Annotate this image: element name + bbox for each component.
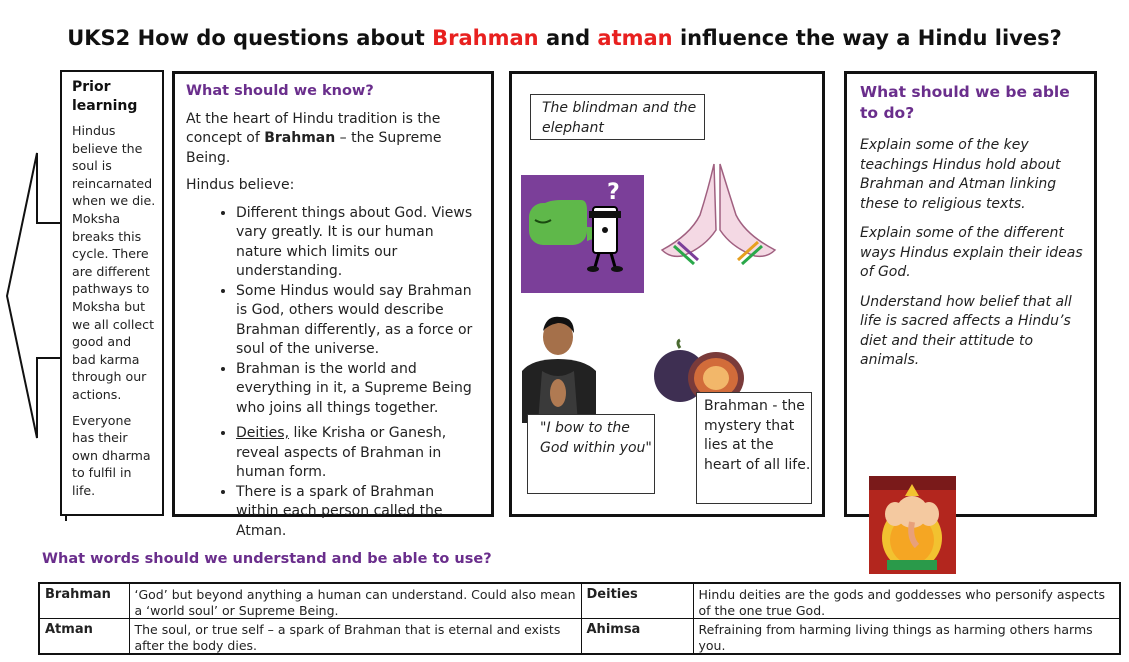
svg-text:?: ? (607, 180, 620, 205)
vocab-term: Ahimsa (581, 619, 693, 655)
know-believe: Hindus believe: (186, 177, 295, 193)
vocab-definition: ‘God’ but beyond anything a human can understand. Could also mean a ‘world soul’ or Supreme Being. (129, 583, 581, 619)
vocab-term: Deities (581, 583, 693, 619)
bow-caption: "I bow to the God within you" (527, 414, 655, 494)
vocabulary-table (38, 582, 1121, 655)
list-item: • There is a spark of Brahman within each person called the Atman. (236, 483, 481, 542)
vocab-definition: The soul, or true self – a spark of Brahman that is eternal and exists after the body dies. (129, 619, 581, 655)
list-item: • Some Hindus would say Brahman is God, others would describe Brahman differently, as a force or soul of the universe. (236, 282, 481, 360)
vocabulary-heading: What words should we understand and be able to use? (42, 551, 492, 567)
list-item: • Deities, like Krisha or Ganesh, reveal aspects of Brahman in human form. (236, 424, 481, 483)
list-item: • Different things about God. Views vary greatly. It is our human nature which limits our understanding. (236, 204, 481, 282)
vocab-term: Atman (39, 619, 129, 655)
table-row (39, 619, 1120, 655)
vocab-definition: Hindu deities are the gods and goddesses who personify aspects of the one true God. (693, 583, 1120, 619)
know-list (186, 204, 481, 542)
praying-hands-image (652, 160, 785, 278)
ganesh-image (869, 476, 956, 574)
prior-arrow-icon (4, 68, 68, 523)
title-atman: atman (597, 26, 673, 50)
vocab-definition: Refraining from harming living things as harming others harms you. (693, 619, 1120, 655)
page-title: UKS2 How do questions about Brahman and atman influence the way a Hindu lives? (67, 26, 1062, 50)
know-heading: What should we know? (186, 83, 374, 99)
elephant-image (521, 175, 644, 293)
know-panel (172, 71, 494, 539)
blindman-caption: The blindman and the elephant (530, 94, 705, 140)
man-bowing-image (522, 311, 596, 423)
vocab-term: Brahman (39, 583, 129, 619)
title-brahman: Brahman (432, 26, 539, 50)
prior-learning-heading: Prior learning (72, 79, 138, 114)
prior-learning-panel (60, 70, 164, 516)
able-heading: What should we be able to do? (860, 83, 1070, 122)
list-item: • Brahman is the world and everything in it, a Supreme Being who joins all things together. (236, 360, 481, 419)
know-intro: At the heart of Hindu tradition is the concept of Brahman – the Supreme Being. (186, 110, 442, 166)
able-text: Explain some of the key teachings Hindus hold about Brahman and Atman linking these to religious texts. (860, 137, 1061, 212)
prior-learning-text-2: Everyone has their own dharma to fulfil in life. (72, 412, 151, 498)
table-row (39, 583, 1120, 619)
able-text: Understand how belief that all life is sacred affects a Hindu’s diet and their attitude to animals. (860, 293, 1072, 368)
able-panel (844, 71, 1097, 517)
prior-learning-text: Hindus believe the soul is reincarnated when we die. Moksha breaks this cycle. There are different pathways to Moksha but we all collect good and bad karma through our actions. (72, 123, 156, 402)
able-text: Explain some of the different ways Hindus explain their ideas of God. (860, 225, 1083, 280)
mystery-caption: Brahman - the mystery that lies at the heart of all life. (696, 392, 812, 504)
